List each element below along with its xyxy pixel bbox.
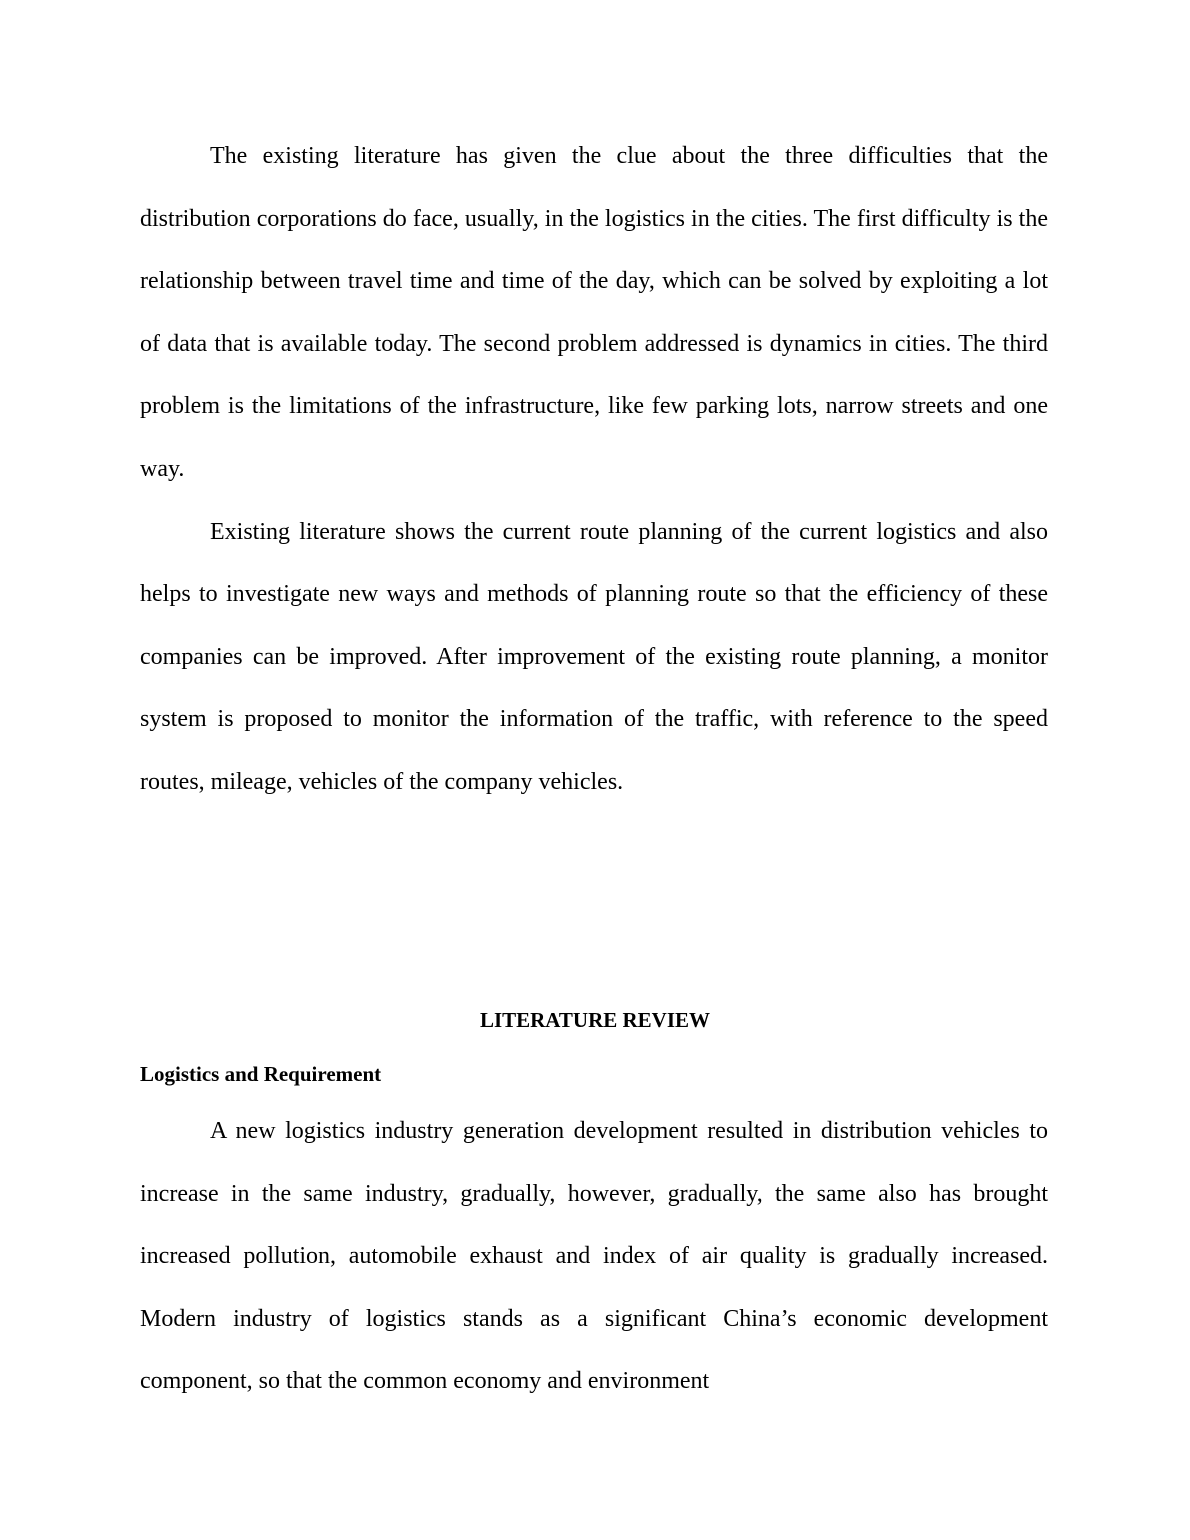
subsection-title: Logistics and Requirement xyxy=(140,1062,382,1086)
paragraph-existing-literature-difficulties: The existing literature has given the clue about the three difficulties that the distribution corporations do face, usually, in the logistics in the cities. The first difficulty is the relationship between travel time and time of the day, which can be solved by exploiting a lot of data that is available today. The second problem addressed is dynamics in cities. The third problem is the limitations of the infrastructure, like few parking lots, narrow streets and one way. xyxy=(140,143,1048,482)
paragraph-existing-literature-route-planning: Existing literature shows the current route planning of the current logistics and also helps to investigate new ways and methods of planning route so that the efficiency of these companies can be improved. After improvement of the existing route planning, a monitor system is proposed to monitor the information of the traffic, with reference to the speed routes, mileage, vehicles of the company vehicles. xyxy=(140,518,1048,795)
body-text-block-top xyxy=(140,125,1048,814)
paragraph-logistics-industry: A new logistics industry generation development resulted in distribution vehicles to increase in the same industry, gradually, however, gradually, the same also has brought increased pollution, automobile exhaust and index of air quality is gradually increased. Modern industry of logistics stands as a significant China’s economic development component, so that the common economy and environment xyxy=(140,1118,1048,1395)
section-title: LITERATURE REVIEW xyxy=(479,1008,711,1032)
body-text-block-bottom xyxy=(140,1100,1048,1413)
